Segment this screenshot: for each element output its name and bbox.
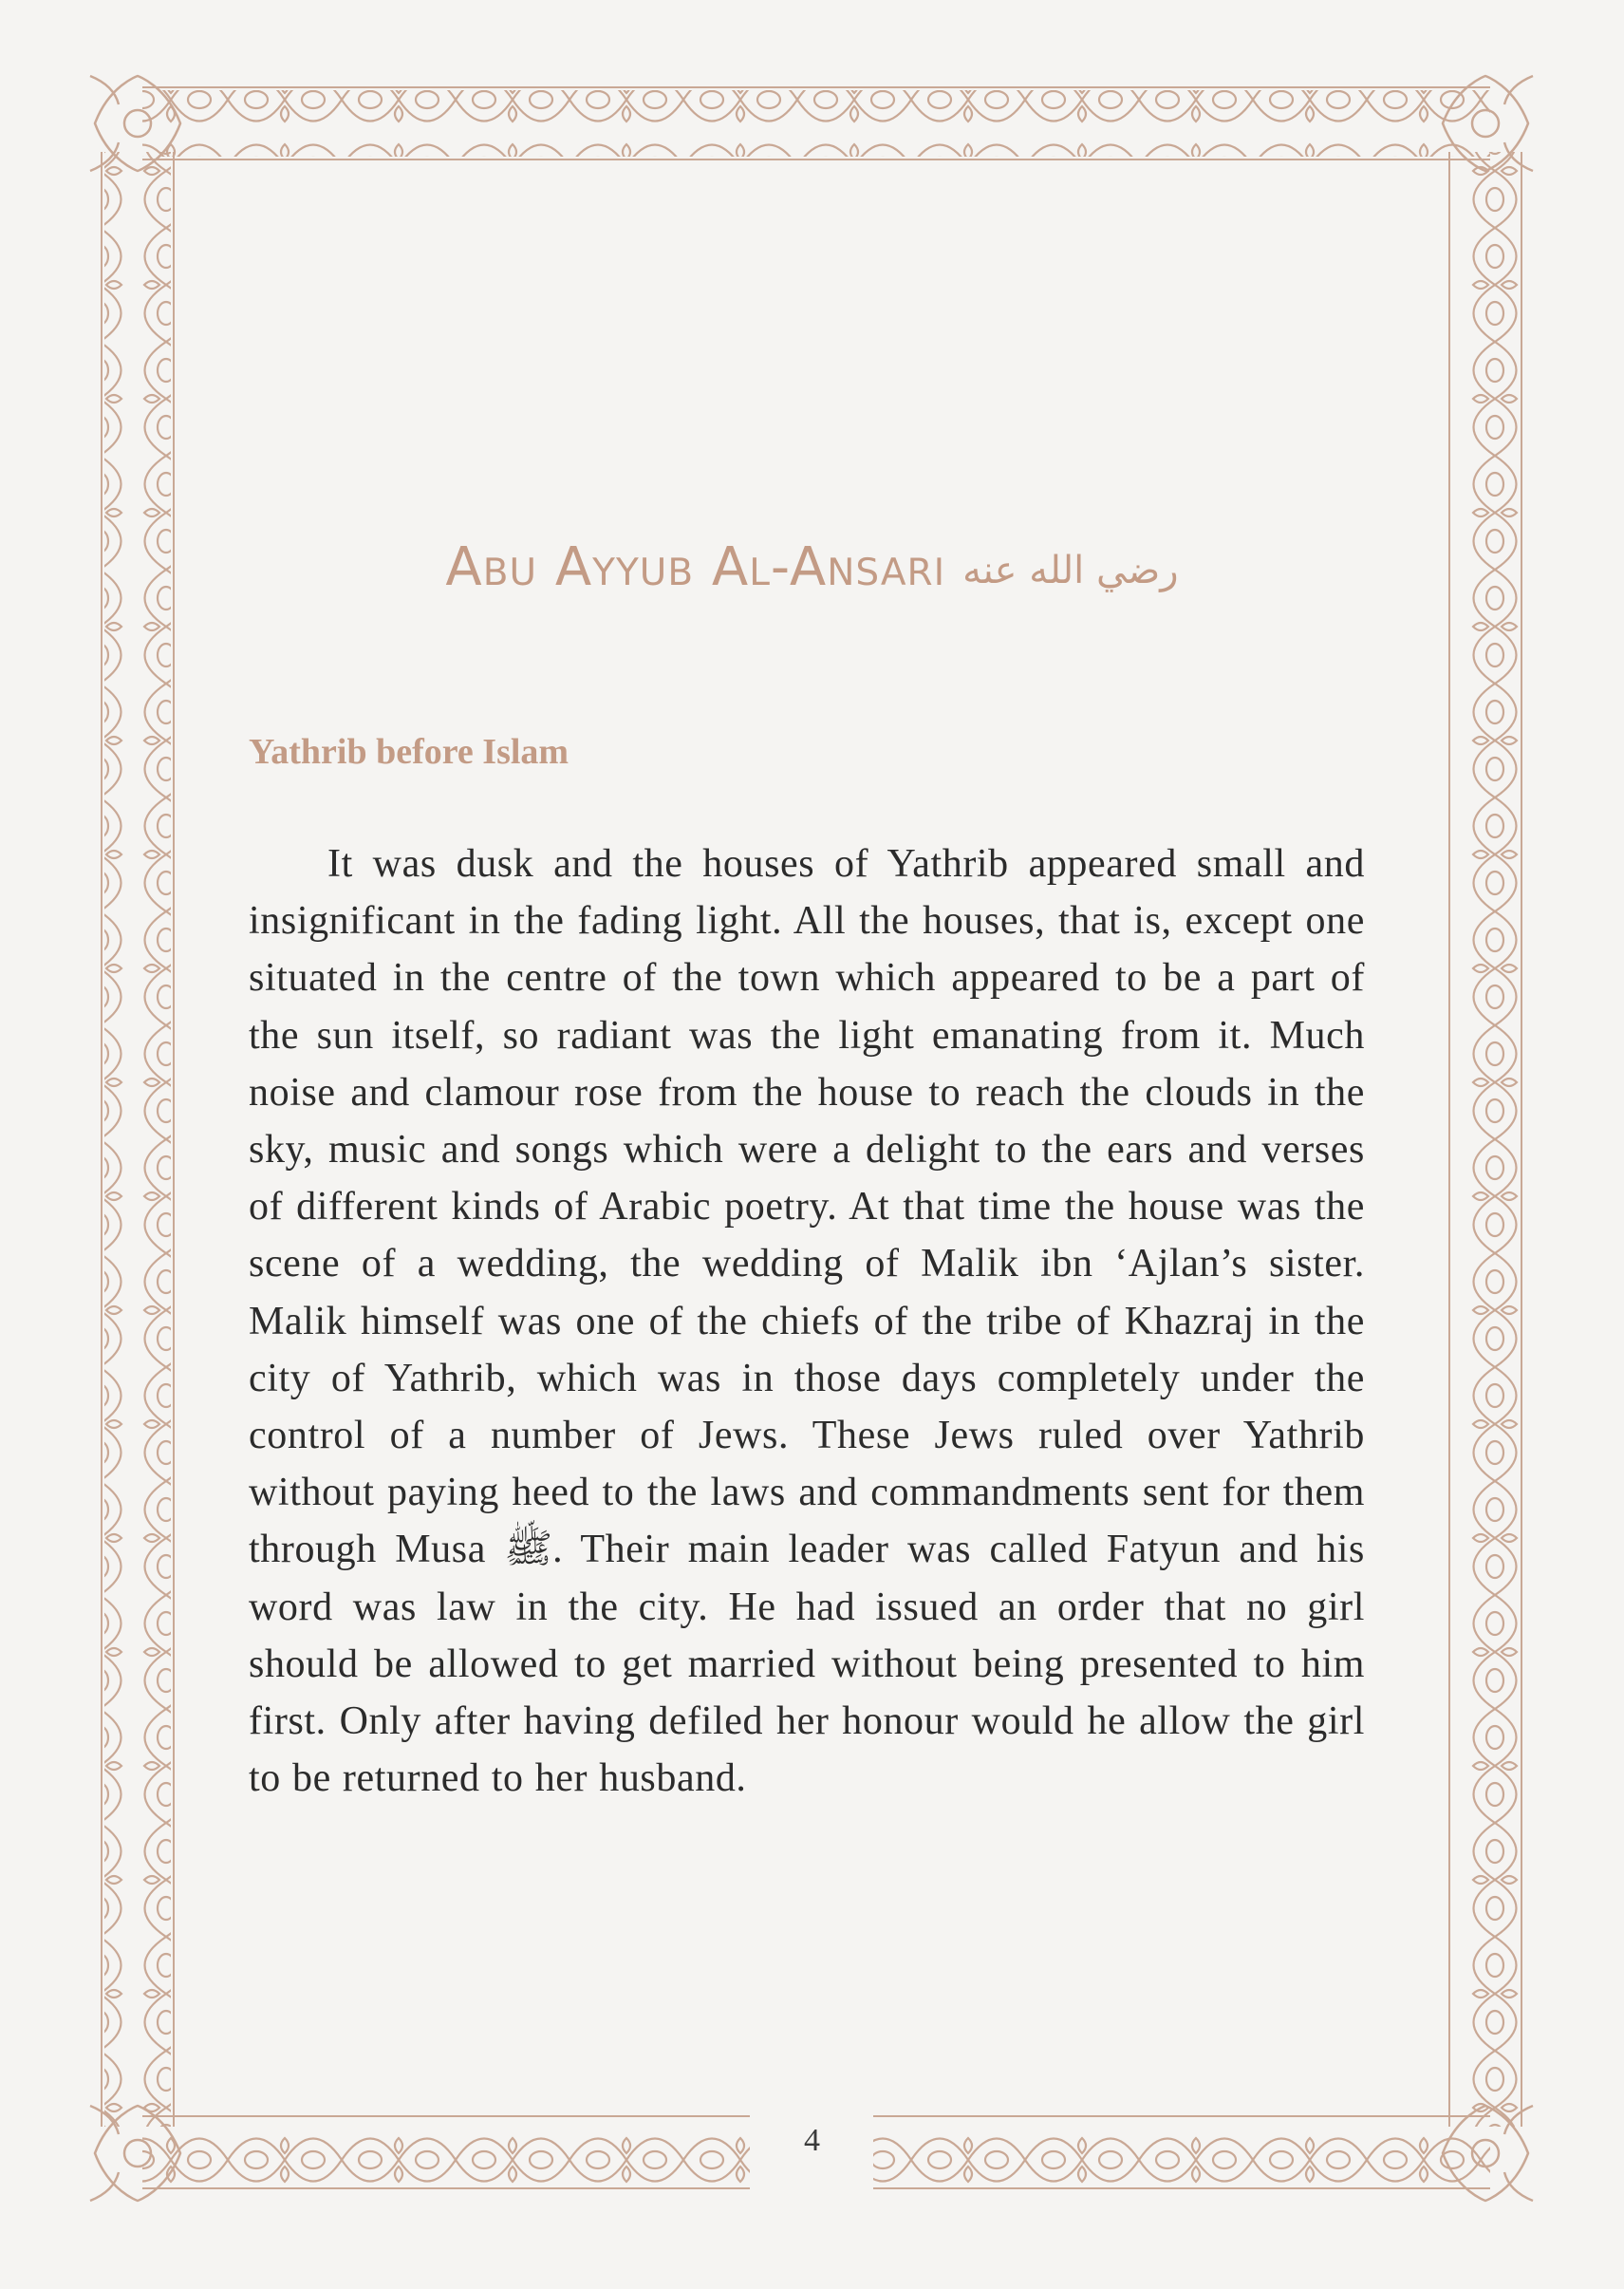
chapter-title — [0, 536, 1624, 598]
page-number: 4 — [804, 2123, 820, 2158]
chapter-title-text: Abu Ayyub Al-Ansari — [445, 536, 946, 598]
body-paragraph: It was dusk and the houses of Yathrib appeared small and insignificant in the fading light. All the houses, that is, except one situated in the centre of the town which appeared to be a part of the sun itself, so radiant was the light emanating from it. Much noise and clamour rose from the house to reach the clouds in the sky, music and songs which were a delight to the ears and verses of different kinds of Arabic poetry. At that time the house was the scene of a wedding, the wedding of Malik ibn ‘Ajlan’s sister. Malik himself was one of the chiefs of the tribe of Khazraj in the city of Yathrib, which was in those days completely under the control of a number of Jews. These Jews ruled over Yathrib without paying heed to the laws and commandments sent for them through Musa ﷺ. Their main leader was called Fatyun and his word was law in the city. He had issued an order that no girl should be allowed to get married without being presented to him first. Only after having defiled her honour would he allow the girl to be returned to her husband. — [249, 842, 1365, 1801]
section-heading: Yathrib before Islam — [249, 732, 569, 772]
honorific-text: رضي الله عنه — [962, 548, 1179, 592]
